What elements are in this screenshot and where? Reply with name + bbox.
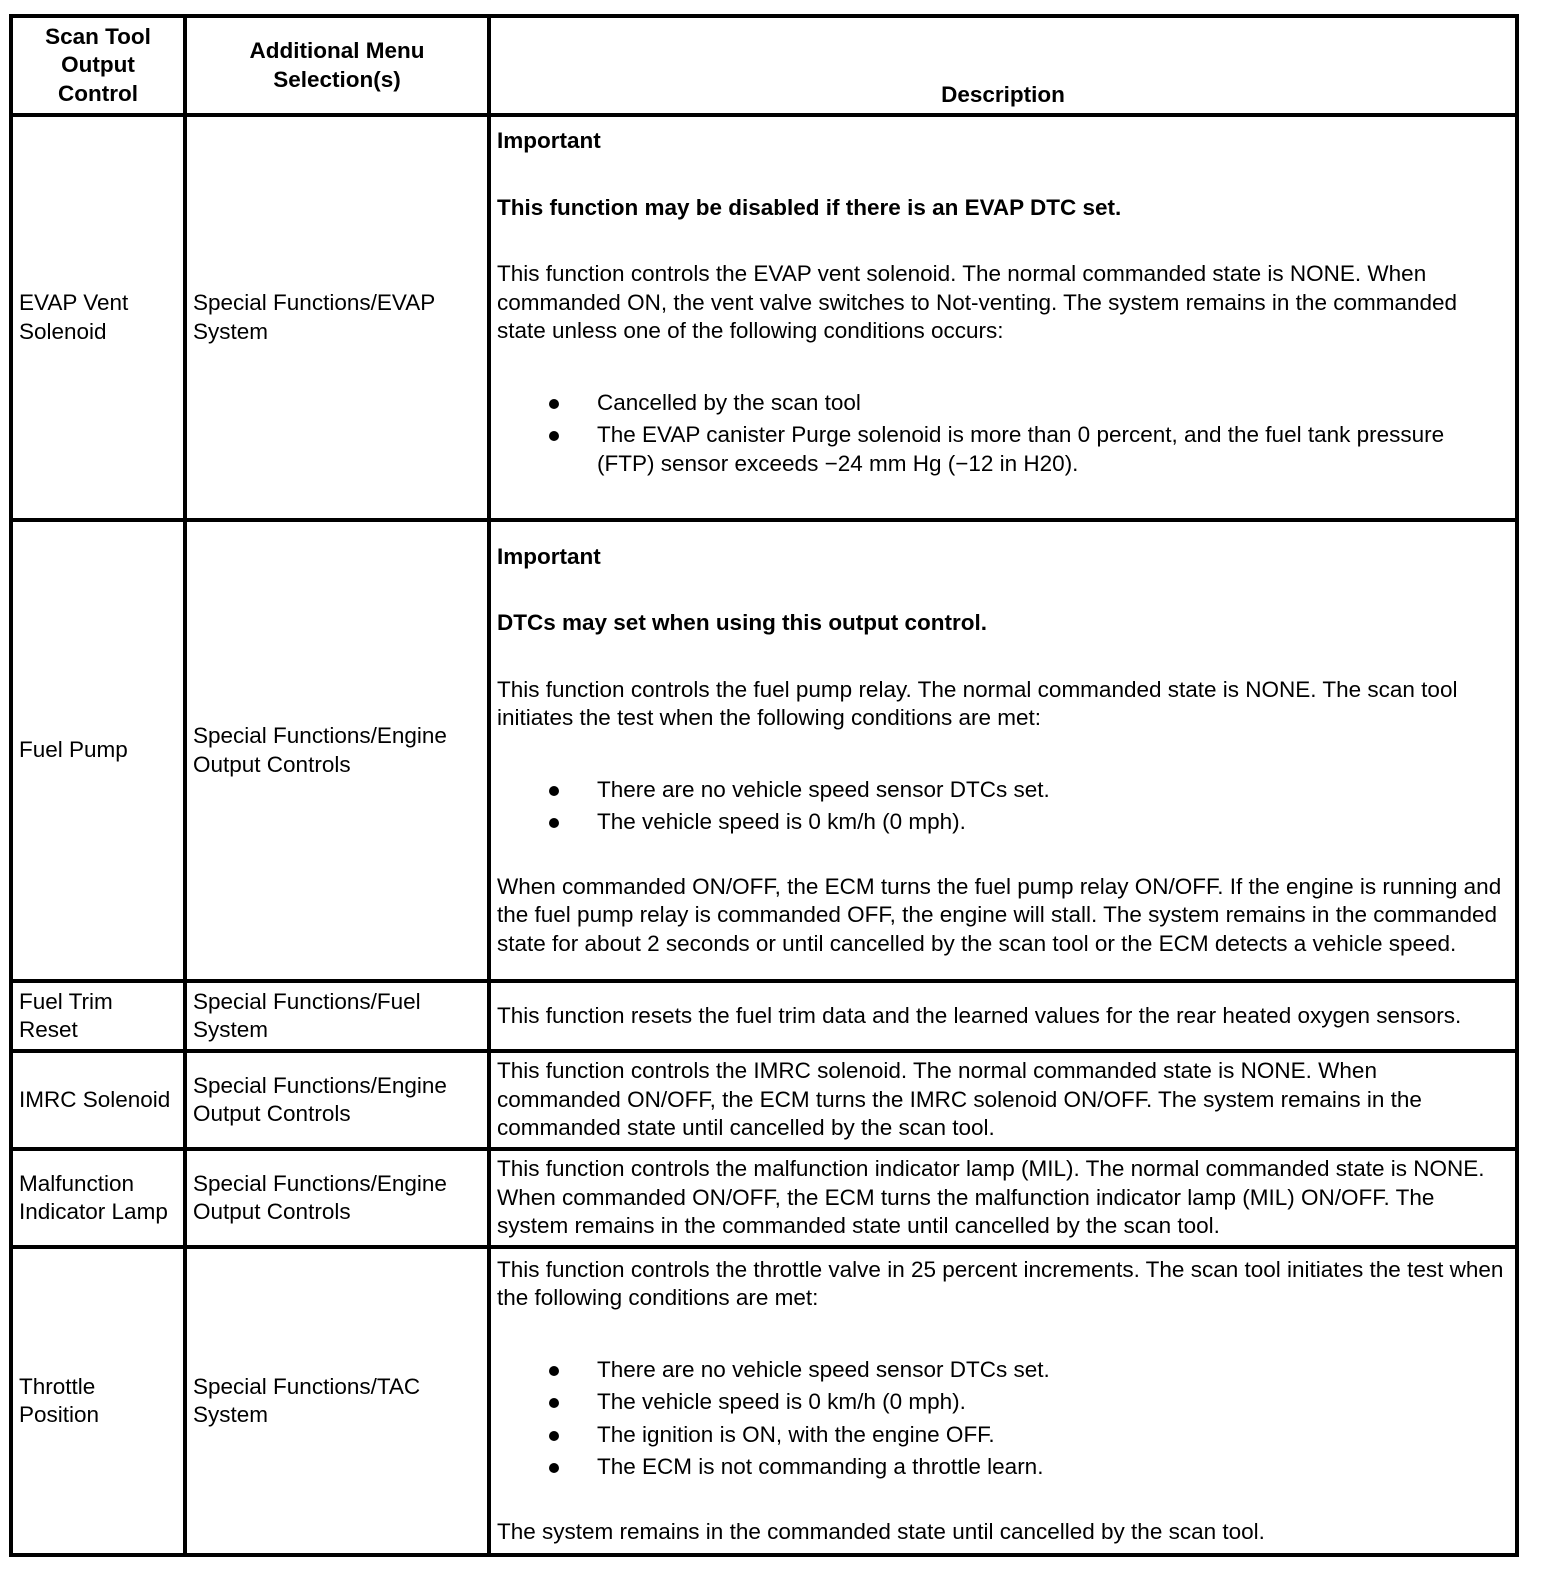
description-paragraph: This function controls the IMRC solenoid. The normal commanded state is NONE. When commanded ON/OFF, the ECM turns the IMRC solenoid ON/OFF. The system remains in the commanded state until cancelled by the scan tool.: [497, 1058, 1422, 1141]
header-description: Description: [489, 16, 1517, 115]
header-control: Scan Tool Output Control: [11, 16, 185, 115]
bullet-icon: [549, 1431, 559, 1441]
bullet-icon: [549, 1463, 559, 1473]
description-paragraph: This function controls the fuel pump relay. The normal commanded state is NONE. The scan tool initiates the test when the following conditions are met:: [497, 676, 1458, 731]
condition-list: [497, 389, 1507, 479]
table-row: [11, 520, 1517, 981]
description-cell: [489, 115, 1517, 520]
description-paragraph: This function resets the fuel trim data and the learned values for the rear heated oxygen sensors.: [497, 1002, 1462, 1028]
table-row: [11, 115, 1517, 520]
description-cell: [489, 1149, 1517, 1247]
control-cell: Throttle Position: [11, 1247, 185, 1555]
control-cell: EVAP Vent Solenoid: [11, 115, 185, 520]
bullet-icon: [549, 1398, 559, 1408]
description-cell: [489, 520, 1517, 981]
list-item: Cancelled by the scan tool: [545, 389, 1507, 418]
bullet-icon: [549, 1366, 559, 1376]
header-row: [11, 16, 1517, 115]
list-item: The ignition is ON, with the engine OFF.: [545, 1421, 1507, 1450]
control-cell: Fuel Pump: [11, 520, 185, 981]
table-row: [11, 1051, 1517, 1149]
description-cell: [489, 981, 1517, 1051]
table-row: [11, 1247, 1517, 1555]
table-row: [11, 1149, 1517, 1247]
list-item: There are no vehicle speed sensor DTCs set.: [545, 776, 1507, 805]
description-after: When commanded ON/OFF, the ECM turns the fuel pump relay ON/OFF. If the engine is running and the fuel pump relay is commanded OFF, the engine will stall. The system remains in the commanded state for about 2 seconds or until cancelled by the scan tool or the ECM detects a vehicle speed.: [497, 873, 1502, 956]
menu-cell: Special Functions/EVAP System: [185, 115, 489, 520]
important-label: Important: [497, 128, 601, 153]
description-paragraph: This function controls the malfunction indicator lamp (MIL). The normal commanded state is NONE. When commanded ON/OFF, the ECM turns the malfunction indicator lamp (MIL) ON/OFF. The system remains in the commanded state until cancelled by the scan tool.: [497, 1156, 1485, 1239]
menu-cell: Special Functions/Fuel System: [185, 981, 489, 1051]
scan-tool-output-control-table: [9, 14, 1519, 1557]
menu-cell: Special Functions/Engine Output Controls: [185, 1051, 489, 1149]
description-paragraph: This function controls the throttle valve in 25 percent increments. The scan tool initiates the test when the following conditions are met:: [497, 1256, 1504, 1311]
list-item: The EVAP canister Purge solenoid is more than 0 percent, and the fuel tank pressure (FTP) sensor exceeds −24 mm Hg (−12 in H20).: [545, 421, 1507, 478]
important-label: Important: [497, 543, 601, 569]
control-cell: Fuel Trim Reset: [11, 981, 185, 1051]
list-item: The vehicle speed is 0 km/h (0 mph).: [545, 1388, 1507, 1417]
description-after: The system remains in the commanded state until cancelled by the scan tool.: [497, 1518, 1265, 1544]
menu-cell: Special Functions/TAC System: [185, 1247, 489, 1555]
condition-list: [497, 776, 1507, 837]
list-item: The ECM is not commanding a throttle learn.: [545, 1453, 1507, 1482]
control-cell: IMRC Solenoid: [11, 1051, 185, 1149]
condition-list: [497, 1356, 1507, 1482]
table-row: [11, 981, 1517, 1051]
list-item: The vehicle speed is 0 km/h (0 mph).: [545, 808, 1507, 837]
menu-cell: Special Functions/Engine Output Controls: [185, 1149, 489, 1247]
menu-cell: Special Functions/Engine Output Controls: [185, 520, 489, 981]
important-text: This function may be disabled if there is an EVAP DTC set.: [497, 194, 1122, 220]
description-paragraph: This function controls the EVAP vent solenoid. The normal commanded state is NONE. When commanded ON, the vent valve switches to Not-venting. The system remains in the commanded state unless one of the following conditions occurs:: [497, 261, 1458, 343]
description-cell: [489, 1051, 1517, 1149]
control-cell: Malfunction Indicator Lamp: [11, 1149, 185, 1247]
bullet-icon: [549, 399, 559, 409]
important-text: DTCs may set when using this output control.: [497, 610, 988, 636]
bullet-icon: [549, 431, 559, 441]
list-item: There are no vehicle speed sensor DTCs set.: [545, 1356, 1507, 1385]
bullet-icon: [549, 786, 559, 796]
header-menu: Additional Menu Selection(s): [185, 16, 489, 115]
bullet-icon: [549, 818, 559, 828]
description-cell: [489, 1247, 1517, 1555]
